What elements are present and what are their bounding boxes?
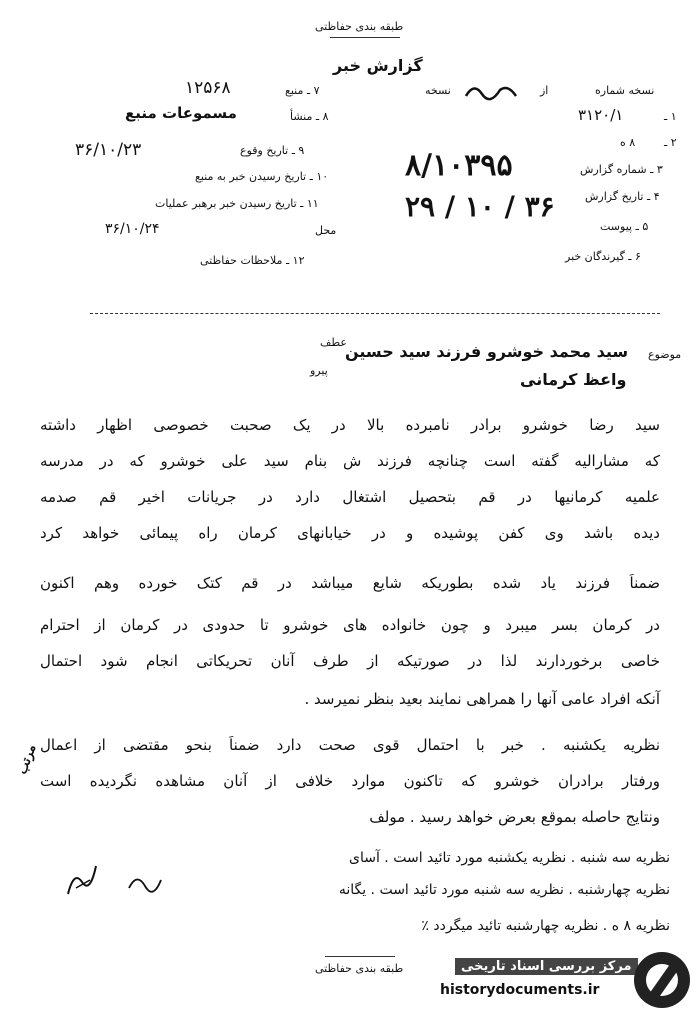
watermark-url: historydocuments.ir: [440, 982, 600, 998]
field-2-value: ۸ ه: [620, 136, 636, 149]
field-9-label: ۹ ـ تاریخ وقوع: [240, 144, 305, 157]
bottom-divider: [325, 956, 395, 957]
body-line-2: که مشارالیه گفته است چنانچه فرزند ش بنام سید علی خوشرو که در مدرسه: [40, 452, 660, 470]
body-line-5: ضمناً فرزند یاد شده بطوریکه شایع میباشد در قم کتک خورده وهم اکنون: [40, 574, 660, 592]
field-7-label: ۷ ـ منبع: [285, 84, 320, 97]
handwritten-date: ۲۹ / ۱۰ / ۳۶: [405, 190, 555, 223]
body-line-7: خاصی برخوردارند لذا در صورتیکه از طرف آنان تحریکاتی انجام شود احتمال: [40, 652, 660, 670]
field-6-label: ۶ ـ گیرندگان خبر: [565, 250, 641, 263]
field-11-place-label: محل: [315, 224, 337, 237]
body-line-4: دیده باشد وی کفن پوشیده و در خیابانهای کرمان راه پیمائی خواهد کرد: [40, 524, 660, 542]
handwritten-scribble: [462, 80, 522, 102]
analysis-line-1: نظریه یکشنبه . خبر با احتمال قوی صحت دارد ضمناً بنحو مقتضی از اعمال: [40, 736, 660, 754]
field-1-label: ۱ ـ: [664, 110, 677, 123]
subject-insert-bottom: پیرو: [310, 364, 328, 377]
field-8-label: ۸ ـ منشأ: [290, 110, 329, 123]
subject-insert-top: عطف: [320, 336, 347, 349]
signature-mark-1: [62, 860, 102, 900]
subject-label: موضوع: [648, 348, 682, 361]
top-divider: [330, 37, 400, 38]
field-4-label: ۴ ـ تاریخ گزارش: [585, 190, 660, 203]
analysis-line-2: ورفتار برادران خوشرو که تاکنون موارد خلافی از آنان مشاهده نگردیده است: [40, 772, 660, 790]
field-10-label: ۱۰ ـ تاریخ رسیدن خبر به منبع: [195, 170, 329, 183]
copies-total: نسخه: [425, 84, 451, 97]
analysis-line-3: ونتایج حاصله بموقع بعرض خواهد رسید . مولف: [369, 808, 660, 826]
body-line-3: علمیه کرمانیها در قم بتحصیل اشتغال دارد در جریانات اخیر قم صدمه: [40, 488, 660, 506]
field-11-value: ۳۶/۱۰/۲۴: [105, 221, 160, 237]
copies-label: نسخه شماره: [595, 84, 655, 97]
body-line-1: سید رضا خوشرو برادر نامبرده بالا در یک صحبت خصوصی اظهار داشته: [40, 416, 660, 434]
watermark-title: مرکز بررسی اسناد تاریخی: [455, 958, 638, 975]
field-12-label: ۱۲ ـ ملاحظات حفاظتی: [200, 254, 305, 267]
body-line-6: در کرمان بسر میبرد و چون خانواده های خوشرو تا حدودی در کرمان از احترام: [40, 616, 660, 634]
field-1-value: ۳۱۲۰/۱: [578, 106, 624, 124]
note-line-1: نظریه سه شنبه . نظریه یکشنبه مورد تائید است . آسای: [349, 850, 670, 866]
archive-logo-icon: [634, 952, 690, 1008]
signature-mark-2: [125, 868, 165, 898]
classification-top: طبقه بندی حفاظتی: [315, 20, 404, 33]
note-line-2: نظریه چهارشنبه . نظریه سه شنبه مورد تائید است . یگانه: [338, 882, 670, 898]
handwritten-number: ۸/۱۰۳۹۵: [405, 148, 513, 183]
report-title: گزارش خبر: [333, 56, 423, 75]
field-7-value: ۱۲۵۶۸: [185, 78, 231, 98]
copies-from: از: [540, 84, 549, 97]
subject-line-1: سید محمد خوشرو فرزند سید حسین: [345, 342, 629, 361]
field-9-value: ۳۶/۱۰/۲۳: [75, 140, 142, 160]
subject-line-2: واعظ کرمانی: [520, 370, 627, 389]
body-line-8: آنکه افراد عامی آنها را همراهی نمایند بعید بنظر نمیرسد .: [304, 690, 660, 708]
header-divider: [90, 313, 660, 314]
field-2-label: ۲ ـ: [664, 136, 677, 149]
field-11-label: ۱۱ ـ تاریخ رسیدن خبر برهبر عملیات: [155, 197, 319, 210]
note-line-3: نظریه ۸ ه . نظریه چهارشنبه تائید میگردد ٪: [421, 918, 670, 934]
margin-note: مرتب: [14, 742, 40, 777]
field-5-label: ۵ ـ پیوست: [600, 220, 649, 233]
field-8-value: مسموعات منبع: [125, 104, 237, 122]
classification-bottom: طبقه بندی حفاظتی: [315, 962, 404, 975]
field-3-label: ۳ ـ شماره گزارش: [580, 163, 663, 176]
